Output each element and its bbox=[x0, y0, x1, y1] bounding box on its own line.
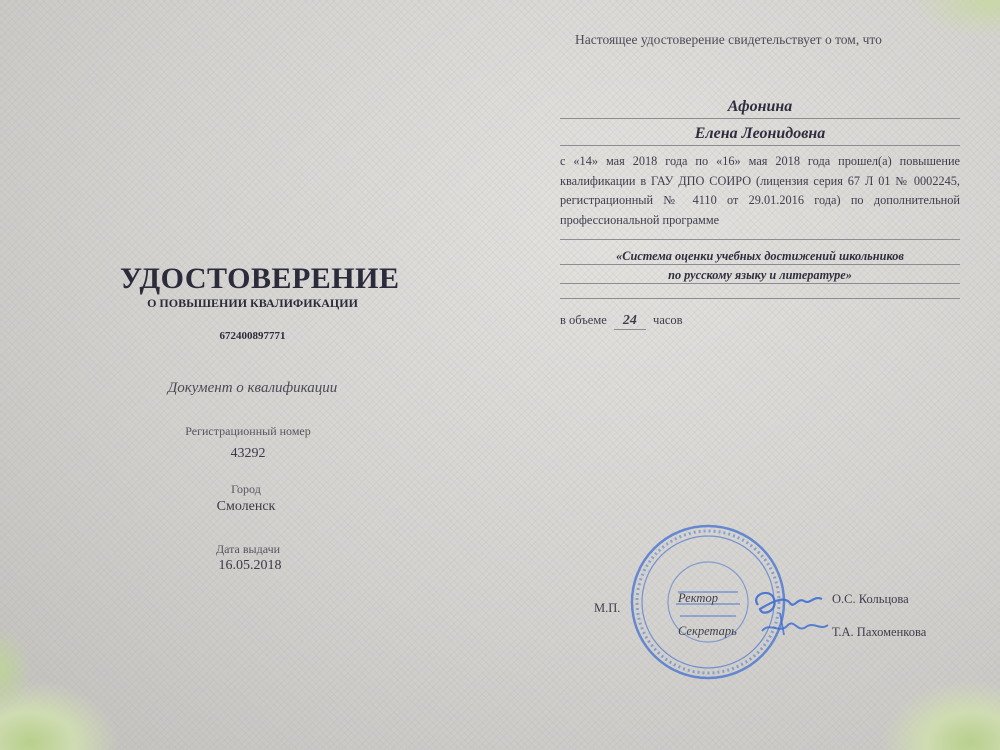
rector-label: Ректор bbox=[678, 591, 718, 605]
training-details: с «14» мая 2018 года по «16» мая 2018 года прошел(а) повышение квалификации в ГАУ ДПО СОИРО (лицензия серия 67 Л 01 № 0002245, регистрационный № 4110 от 29.01.2016 года) по дополнительной профессиональной программе bbox=[560, 154, 960, 227]
certificate-title: УДОСТОВЕРЕНИЕ bbox=[120, 262, 400, 295]
volume-suffix: часов bbox=[653, 313, 683, 327]
rector-name: О.С. Кольцова bbox=[832, 592, 909, 606]
issue-date-value: 16.05.2018 bbox=[218, 558, 282, 573]
issue-date-label: Дата выдачи bbox=[215, 542, 281, 556]
certificate-subtitle: О ПОВЫШЕНИИ КВАЛИФИКАЦИИ bbox=[147, 296, 358, 310]
blank-rule bbox=[560, 298, 960, 299]
secretary-label: Секретарь bbox=[678, 624, 737, 638]
blank-rule bbox=[560, 239, 960, 240]
volume-hours: 24 bbox=[614, 313, 646, 330]
certificate-intro: Настоящее удостоверение свидетельствует о том, что bbox=[575, 32, 882, 47]
edge-ornament-left bbox=[0, 630, 30, 710]
registration-number-value: 43292 bbox=[230, 446, 266, 461]
stamp-place-label: М.П. bbox=[594, 601, 621, 615]
serial-number: 672400897771 bbox=[219, 330, 286, 342]
registration-number-label: Регистрационный номер bbox=[185, 424, 311, 438]
holder-surname: Афонина bbox=[560, 98, 960, 119]
program-title-line1: «Система оценки учебных достижений школьников bbox=[560, 249, 960, 265]
secretary-name: Т.А. Пахоменкова bbox=[832, 625, 927, 639]
corner-ornament-top-right bbox=[910, 0, 1000, 40]
city-label: Город bbox=[231, 482, 261, 496]
volume-prefix: в объеме bbox=[560, 313, 607, 327]
city-value: Смоленск bbox=[216, 499, 276, 514]
volume-line bbox=[560, 313, 683, 330]
handwritten-signature bbox=[740, 575, 840, 645]
program-title-line2: по русскому языку и литературе» bbox=[560, 268, 960, 284]
holder-given-names: Елена Леонидовна bbox=[560, 125, 960, 146]
corner-ornament-bottom-right bbox=[880, 680, 1000, 750]
document-kind: Документ о квалификации bbox=[167, 380, 338, 396]
